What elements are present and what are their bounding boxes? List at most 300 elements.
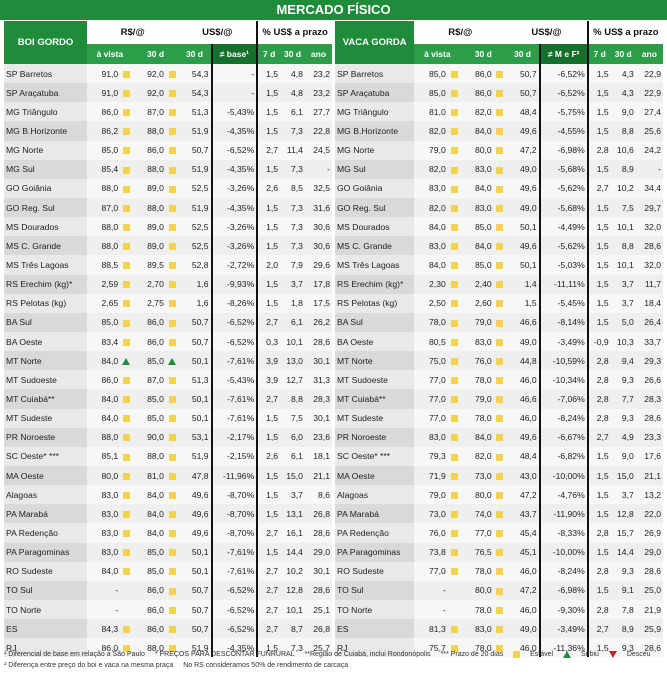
pct-7d: 2,7 — [257, 562, 280, 581]
pct-ano: 28,3 — [305, 389, 332, 408]
pct-7d: 1,5 — [257, 160, 280, 179]
avista-marker — [448, 313, 461, 332]
pct-30d: 7,3 — [280, 236, 305, 255]
stable-icon — [451, 167, 458, 174]
d30-marker — [494, 466, 507, 485]
stable-icon — [451, 415, 458, 422]
usd-value: 47,2 — [506, 485, 539, 504]
stable-icon — [496, 511, 503, 518]
stable-icon — [451, 454, 458, 461]
avista-marker — [120, 217, 132, 236]
page-title: MERCADO FÍSICO — [0, 0, 667, 20]
table-row — [4, 160, 332, 179]
avista-marker — [448, 332, 461, 351]
brl-header: R$/@ — [448, 27, 473, 38]
diff-value: -4,55% — [540, 121, 588, 140]
stable-icon — [169, 71, 176, 78]
stable-icon — [496, 396, 503, 403]
usd-value: 50,1 — [178, 562, 211, 581]
d30-value: 83,0 — [460, 619, 493, 638]
avista-value: 2,50 — [414, 294, 447, 313]
avista-marker — [120, 389, 132, 408]
usd-value: 1,6 — [178, 294, 211, 313]
d30-value: 86,0 — [133, 313, 166, 332]
pct-ano: 21,1 — [636, 466, 663, 485]
avista-value: 80,0 — [87, 466, 120, 485]
diff-value: -3,49% — [540, 619, 588, 638]
usd-value: 46,6 — [506, 313, 539, 332]
vaca-gorda-label: VACA GORDA — [335, 21, 414, 64]
avista-value: 2,30 — [414, 275, 447, 294]
usd-value: 1,6 — [178, 275, 211, 294]
avista-marker — [448, 466, 461, 485]
avista-value: 82,0 — [414, 160, 447, 179]
stable-icon — [123, 396, 130, 403]
usd-value: 49,6 — [178, 523, 211, 542]
pct-ano: 28,6 — [305, 581, 332, 600]
avista-value: - — [87, 600, 120, 619]
avista-marker — [448, 504, 461, 523]
d30-marker — [494, 64, 507, 83]
stable-icon — [169, 128, 176, 135]
stable-icon — [123, 205, 130, 212]
diff-value: -6,52% — [212, 619, 258, 638]
avista-marker — [120, 447, 132, 466]
pct-30d: 6,0 — [280, 428, 305, 447]
stable-icon — [169, 300, 176, 307]
up-arrow-icon — [168, 358, 176, 365]
stable-icon — [451, 90, 458, 97]
stable-icon — [496, 568, 503, 575]
usd-value: 49,6 — [506, 179, 539, 198]
diff-value: -4,35% — [212, 638, 258, 657]
pct-30d: 7,3 — [280, 121, 305, 140]
pct-30d: 15,7 — [611, 523, 636, 542]
usd-value: 49,6 — [506, 236, 539, 255]
stable-icon — [169, 109, 176, 116]
avista-value: 75,7 — [414, 638, 447, 657]
avista-marker — [448, 389, 461, 408]
pct-30d: 7,8 — [611, 600, 636, 619]
diff-value: - — [212, 83, 258, 102]
pct-30d: 7,3 — [280, 160, 305, 179]
avista-marker — [120, 255, 132, 274]
usd-value: 50,7 — [506, 83, 539, 102]
pct-30d: 7,5 — [280, 409, 305, 428]
pct-ano: 25,1 — [305, 600, 332, 619]
table-row — [4, 428, 332, 447]
usd-value: 51,9 — [178, 447, 211, 466]
avista-marker — [120, 523, 132, 542]
pct-30d: 12,7 — [280, 370, 305, 389]
stable-icon — [123, 339, 130, 346]
praca-name: PR Noroeste — [335, 428, 414, 447]
pct-7d: 1,5 — [588, 466, 611, 485]
avista-marker — [448, 121, 461, 140]
stable-icon — [496, 626, 503, 633]
d30-value: 80,0 — [460, 141, 493, 160]
pct-30d: 8,9 — [611, 619, 636, 638]
diff-value: -6,52% — [212, 141, 258, 160]
praca-name: RS Pelotas (kg) — [4, 294, 87, 313]
pct-30d: 10,6 — [611, 141, 636, 160]
stable-icon — [169, 568, 176, 575]
d30-value: 85,0 — [133, 389, 166, 408]
d30-value: 84,0 — [460, 428, 493, 447]
d30-value: 84,0 — [133, 523, 166, 542]
praca-name: PA Redenção — [335, 523, 414, 542]
table-row — [4, 294, 332, 313]
pct-ano: 23,3 — [636, 428, 663, 447]
stable-icon — [123, 454, 130, 461]
usd-d30-header: 30 d — [178, 44, 211, 64]
d30-value: 86,0 — [133, 332, 166, 351]
praca-name: GO Reg. Sul — [4, 198, 87, 217]
pct-ano: 25,9 — [636, 619, 663, 638]
stable-icon — [451, 128, 458, 135]
legend-stable: Estável — [530, 651, 554, 658]
avista-value: 88,0 — [87, 236, 120, 255]
avista-value: 83,0 — [87, 523, 120, 542]
d30-marker — [494, 447, 507, 466]
usd-value: 50,1 — [178, 351, 211, 370]
avista-marker — [120, 236, 132, 255]
d30-marker — [166, 523, 179, 542]
d30-marker — [166, 83, 179, 102]
usd-value: 48,4 — [506, 102, 539, 121]
stable-icon — [123, 415, 130, 422]
pct-7d: 2,7 — [257, 619, 280, 638]
legend-down: Desceu — [626, 651, 651, 658]
pct-ano: 22,9 — [636, 64, 663, 83]
d30-marker — [166, 121, 179, 140]
praca-name: RJ — [4, 638, 87, 657]
praca-name: PA Marabá — [335, 504, 414, 523]
avista-value: - — [414, 581, 447, 600]
diff-value: -6,98% — [540, 141, 588, 160]
stable-icon — [451, 320, 458, 327]
pct-ano: 13,2 — [636, 485, 663, 504]
diff-value: -7,61% — [212, 543, 258, 562]
usd-value: 49,6 — [506, 121, 539, 140]
pct-7d: 1,5 — [257, 83, 280, 102]
avista-value: 73,0 — [414, 504, 447, 523]
stable-icon — [169, 530, 176, 537]
usd-value: 1,4 — [506, 275, 539, 294]
stable-icon — [123, 262, 130, 269]
d30-marker — [494, 313, 507, 332]
avista-marker — [120, 83, 132, 102]
usd-value: 54,3 — [178, 83, 211, 102]
stable-icon — [451, 71, 458, 78]
praca-name: RS Erechim (kg)* — [335, 275, 414, 294]
diff-value: -9,30% — [540, 600, 588, 619]
stable-icon — [123, 147, 130, 154]
stable-icon — [123, 224, 130, 231]
avista-value: 84,0 — [87, 409, 120, 428]
table-row — [4, 581, 332, 600]
table-row — [335, 275, 663, 294]
diff-value: -8,24% — [540, 562, 588, 581]
pct-ano: 17,8 — [305, 275, 332, 294]
usd-value: 47,2 — [506, 141, 539, 160]
pct-30d: 10,2 — [280, 562, 305, 581]
pct-7d: 2,8 — [588, 600, 611, 619]
pct-7d: 1,5 — [257, 485, 280, 504]
table-row — [4, 466, 332, 485]
pct-30d: 8,8 — [611, 121, 636, 140]
stable-icon — [451, 530, 458, 537]
praca-name: GO Reg. Sul — [335, 198, 414, 217]
d30-marker — [494, 600, 507, 619]
stable-icon — [496, 588, 503, 595]
pct-30d: 3,7 — [611, 275, 636, 294]
pct-30d: 9,4 — [611, 351, 636, 370]
avista-marker — [120, 581, 132, 600]
table-row — [4, 619, 332, 638]
table-row — [4, 64, 332, 83]
stable-icon — [496, 205, 503, 212]
stable-icon — [123, 71, 130, 78]
d30-value: 83,0 — [460, 198, 493, 217]
stable-icon — [169, 588, 176, 595]
pct-7d: 2,8 — [588, 351, 611, 370]
pct-7d: 2,6 — [257, 447, 280, 466]
table-row — [4, 198, 332, 217]
usd-value: 51,9 — [178, 638, 211, 657]
d30-value: 85,0 — [460, 217, 493, 236]
avista-marker — [448, 370, 461, 389]
usd-value: 49,0 — [506, 160, 539, 179]
praca-name: MA Oeste — [335, 466, 414, 485]
d30-value: 81,0 — [133, 466, 166, 485]
pct-7d: 2,7 — [588, 619, 611, 638]
praca-name: TO Sul — [4, 581, 87, 600]
d30-value: 76,0 — [460, 351, 493, 370]
pct-ano: 29,7 — [636, 198, 663, 217]
table-row — [335, 389, 663, 408]
stable-icon — [451, 147, 458, 154]
diff-value: -11,36% — [540, 638, 588, 657]
pct-7d: 1,5 — [257, 275, 280, 294]
table-row — [335, 370, 663, 389]
pct-ano: 24,5 — [305, 141, 332, 160]
usd-value: 49,6 — [178, 504, 211, 523]
table-row — [4, 485, 332, 504]
d30-marker — [166, 370, 179, 389]
usd-value: 53,1 — [178, 428, 211, 447]
pct-30d: 8,5 — [280, 179, 305, 198]
stable-icon — [169, 224, 176, 231]
d30-value: 85,0 — [133, 351, 166, 370]
pct-7d: 2,8 — [588, 523, 611, 542]
diff-value: -6,52% — [540, 64, 588, 83]
pct-30d: 8,9 — [611, 160, 636, 179]
pct-ano: 22,0 — [636, 504, 663, 523]
pct-30d: 10,1 — [280, 332, 305, 351]
diff-value: -7,61% — [212, 351, 258, 370]
usd-value: 47,8 — [178, 466, 211, 485]
table-row — [335, 255, 663, 274]
avista-marker — [120, 198, 132, 217]
d30-marker — [494, 504, 507, 523]
stable-icon — [169, 320, 176, 327]
table-row — [4, 275, 332, 294]
pct-7d: 1,5 — [257, 217, 280, 236]
stable-icon — [496, 549, 503, 556]
avista-value: 80,5 — [414, 332, 447, 351]
usd-value: 47,2 — [506, 581, 539, 600]
avista-value: 86,0 — [87, 370, 120, 389]
d30-marker — [166, 217, 179, 236]
usd-value: 43,7 — [506, 504, 539, 523]
praca-name: MS Dourados — [4, 217, 87, 236]
pct-7d: 2,8 — [588, 141, 611, 160]
diff-value: -8,70% — [212, 504, 258, 523]
d30-marker — [166, 294, 179, 313]
avista-value: 85,0 — [414, 83, 447, 102]
stable-icon — [169, 147, 176, 154]
stable-icon — [169, 90, 176, 97]
avista-marker — [448, 102, 461, 121]
usd-value: 49,0 — [506, 619, 539, 638]
d30-marker — [494, 236, 507, 255]
footnote-3: **Região de Cuiabá, inclui Rondonópolis — [304, 651, 431, 658]
praca-name: PA Paragominas — [335, 543, 414, 562]
diff-value: -3,26% — [212, 236, 258, 255]
pct-ano: 22,9 — [636, 83, 663, 102]
down-arrow-icon — [609, 651, 617, 658]
d30-value: 87,0 — [133, 102, 166, 121]
avista-marker — [448, 543, 461, 562]
stable-icon — [169, 186, 176, 193]
stable-icon — [451, 205, 458, 212]
pct-ano: 28,3 — [636, 389, 663, 408]
footnote-5: ² Diferença entre preço do boi e vaca na mesma praça — [4, 662, 174, 669]
avista-marker — [120, 179, 132, 198]
stable-icon — [496, 358, 503, 365]
usd-value: 44,8 — [506, 351, 539, 370]
pct-ano: 26,4 — [636, 313, 663, 332]
pct-30d: 6,1 — [280, 313, 305, 332]
d30-marker — [166, 275, 179, 294]
pct-30d: 6,1 — [280, 447, 305, 466]
diff-value: -6,67% — [540, 428, 588, 447]
table-row — [4, 332, 332, 351]
stable-icon — [169, 511, 176, 518]
pct-30d: 6,1 — [280, 102, 305, 121]
stable-icon — [123, 320, 130, 327]
avista-value: 85,4 — [87, 160, 120, 179]
pct-ano: 32,0 — [636, 255, 663, 274]
d30-value: 84,0 — [133, 504, 166, 523]
stable-icon — [123, 568, 130, 575]
avista-marker — [448, 351, 461, 370]
table-row — [335, 102, 663, 121]
avista-value: 85,0 — [87, 141, 120, 160]
table-row — [335, 581, 663, 600]
stable-icon — [451, 396, 458, 403]
pct-7d: 1,5 — [257, 428, 280, 447]
pct-7d: 1,5 — [588, 638, 611, 657]
pct-7d: 2,8 — [588, 409, 611, 428]
pct-30d: 15,0 — [280, 466, 305, 485]
pct-30d: 10,1 — [611, 217, 636, 236]
stable-icon — [123, 511, 130, 518]
avista-value: 88,5 — [87, 255, 120, 274]
diff-value: -2,15% — [212, 447, 258, 466]
d30-value: 76,5 — [460, 543, 493, 562]
d30-marker — [494, 581, 507, 600]
diff-value: -5,43% — [212, 370, 258, 389]
pct-ano: 32,5 — [305, 179, 332, 198]
pct-7d: 2,7 — [588, 428, 611, 447]
pct-header: % US$ a prazo — [257, 21, 332, 44]
avista-marker — [120, 370, 132, 389]
pct-ano: 27,7 — [305, 102, 332, 121]
usd-value: 1,5 — [506, 294, 539, 313]
praca-name: MS Três Lagoas — [4, 255, 87, 274]
pct-7d: 1,5 — [588, 64, 611, 83]
praca-name: TO Norte — [335, 600, 414, 619]
d30-value: 82,0 — [460, 447, 493, 466]
praca-name: MG Sul — [4, 160, 87, 179]
avista-marker — [448, 236, 461, 255]
pct-ano: 31,6 — [305, 198, 332, 217]
pct-30d: 12,8 — [280, 581, 305, 600]
table-row — [4, 313, 332, 332]
praca-name: MG Triângulo — [335, 102, 414, 121]
avista-value: 88,0 — [87, 217, 120, 236]
avista-marker — [448, 141, 461, 160]
pct-30d: 7,5 — [611, 198, 636, 217]
avista-marker — [448, 562, 461, 581]
pct-30d: 7,9 — [280, 255, 305, 274]
avista-value: 79,0 — [414, 141, 447, 160]
d30-marker — [166, 160, 179, 179]
base-header: ≠ base¹ — [212, 44, 258, 64]
pct-7d: 0,3 — [257, 332, 280, 351]
pct-30d: 9,3 — [611, 638, 636, 657]
usd-value: 49,0 — [506, 332, 539, 351]
d30-marker — [166, 351, 179, 370]
diff-value: -7,61% — [212, 409, 258, 428]
usd-value: 46,0 — [506, 638, 539, 657]
usd-value: 52,8 — [178, 255, 211, 274]
avista-value: 88,0 — [87, 428, 120, 447]
avista-value: 91,0 — [87, 83, 120, 102]
diff-value: -5,62% — [540, 236, 588, 255]
diff-value: -5,45% — [540, 294, 588, 313]
pct-30d: 7,3 — [280, 198, 305, 217]
stable-icon — [496, 434, 503, 441]
pct-ano: 30,1 — [305, 351, 332, 370]
pct-30d: 7,7 — [611, 389, 636, 408]
usd-value: 51,3 — [178, 102, 211, 121]
table-row — [335, 313, 663, 332]
stable-icon — [451, 262, 458, 269]
diff-value: -5,62% — [540, 179, 588, 198]
diff-value: -6,52% — [212, 581, 258, 600]
up-arrow-icon — [122, 358, 130, 365]
table-row — [335, 447, 663, 466]
d30-value: 90,0 — [133, 428, 166, 447]
stable-icon — [451, 377, 458, 384]
d30-marker — [166, 581, 179, 600]
stable-icon — [496, 607, 503, 614]
pct-7d: 1,5 — [588, 198, 611, 217]
usd-value: 51,9 — [178, 198, 211, 217]
